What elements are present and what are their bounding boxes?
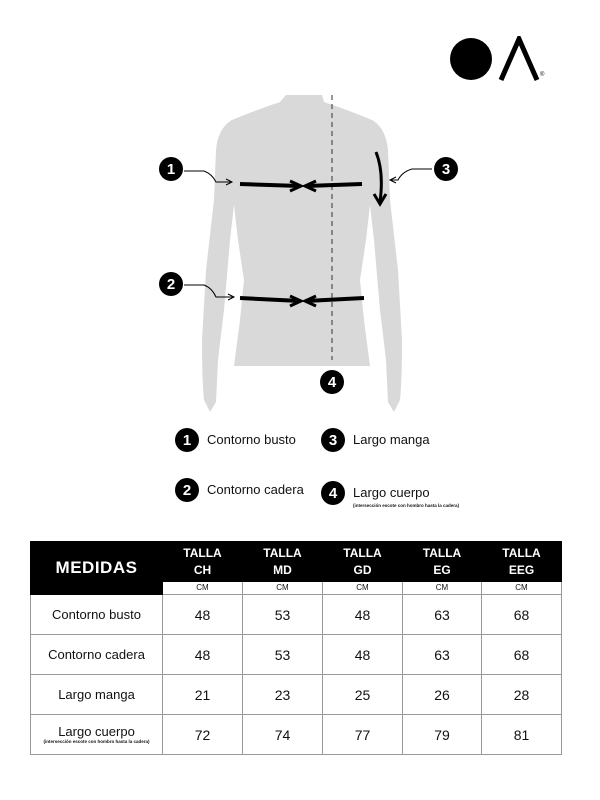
unit-cell: CM	[163, 582, 243, 595]
table-cell: 53	[243, 595, 323, 635]
size-table	[30, 541, 562, 755]
table-row	[31, 675, 562, 715]
table-cell: 74	[243, 715, 323, 755]
size-header-gd: TALLA GD	[323, 542, 403, 582]
table-cell: 72	[163, 715, 243, 755]
table-cell: 53	[243, 635, 323, 675]
table-row	[31, 635, 562, 675]
table-cell: 63	[403, 635, 482, 675]
unit-cell: CM	[482, 582, 562, 595]
figure-badge-3: 3	[434, 157, 458, 181]
figure-badge-1: 1	[159, 157, 183, 181]
legend-item-bust	[175, 428, 296, 452]
legend-item-sleeve	[321, 428, 430, 452]
legend-item-hip	[175, 478, 304, 502]
figure-badge-2: 2	[159, 272, 183, 296]
legend-number: 1	[175, 428, 199, 452]
table-header-row	[31, 542, 562, 582]
table-cell: 25	[323, 675, 403, 715]
table-row	[31, 715, 562, 755]
table-cell: 77	[323, 715, 403, 755]
logo-lambda-icon	[498, 36, 540, 82]
size-header-md: TALLA MD	[243, 542, 323, 582]
torso-silhouette	[202, 95, 402, 412]
table-row	[31, 595, 562, 635]
table-cell: 48	[323, 595, 403, 635]
legend-sublabel: (intersección escote con hombro hasta la cadera)	[353, 503, 460, 508]
row-label-with-note	[31, 715, 163, 755]
legend-label: Largo manga	[353, 432, 430, 447]
table-cell: 23	[243, 675, 323, 715]
figure-badge-4: 4	[320, 370, 344, 394]
legend-number: 4	[321, 481, 345, 505]
table-cell: 63	[403, 595, 482, 635]
row-label: Contorno busto	[31, 595, 163, 635]
table-cell: 68	[482, 635, 562, 675]
unit-cell: CM	[403, 582, 482, 595]
legend-label: Largo cuerpo	[353, 485, 430, 500]
table-cell: 48	[323, 635, 403, 675]
table-cell: 48	[163, 595, 243, 635]
measurement-figure	[150, 90, 450, 420]
table-cell: 26	[403, 675, 482, 715]
size-header-ch: TALLA CH	[163, 542, 243, 582]
table-cell: 48	[163, 635, 243, 675]
table-cell: 81	[482, 715, 562, 755]
row-label: Contorno cadera	[31, 635, 163, 675]
medidas-header: MEDIDAS	[31, 542, 163, 595]
unit-cell: CM	[323, 582, 403, 595]
row-sublabel: (intersección escote con hombro hasta la cadera)	[43, 739, 150, 744]
table-cell: 28	[482, 675, 562, 715]
legend-label: Contorno cadera	[207, 482, 304, 497]
size-header-eg: TALLA EG	[403, 542, 482, 582]
logo-circle-icon	[450, 38, 492, 80]
table-cell: 68	[482, 595, 562, 635]
unit-cell: CM	[243, 582, 323, 595]
size-header-eeg: TALLA EEG	[482, 542, 562, 582]
brand-logo	[448, 36, 548, 84]
table-cell: 21	[163, 675, 243, 715]
row-label: Largo manga	[31, 675, 163, 715]
legend-label: Contorno busto	[207, 432, 296, 447]
legend-number: 3	[321, 428, 345, 452]
registered-mark: ®	[540, 72, 545, 78]
row-label: Largo cuerpo	[58, 724, 135, 739]
legend-item-body-length	[321, 481, 459, 509]
table-cell: 79	[403, 715, 482, 755]
legend-number: 2	[175, 478, 199, 502]
